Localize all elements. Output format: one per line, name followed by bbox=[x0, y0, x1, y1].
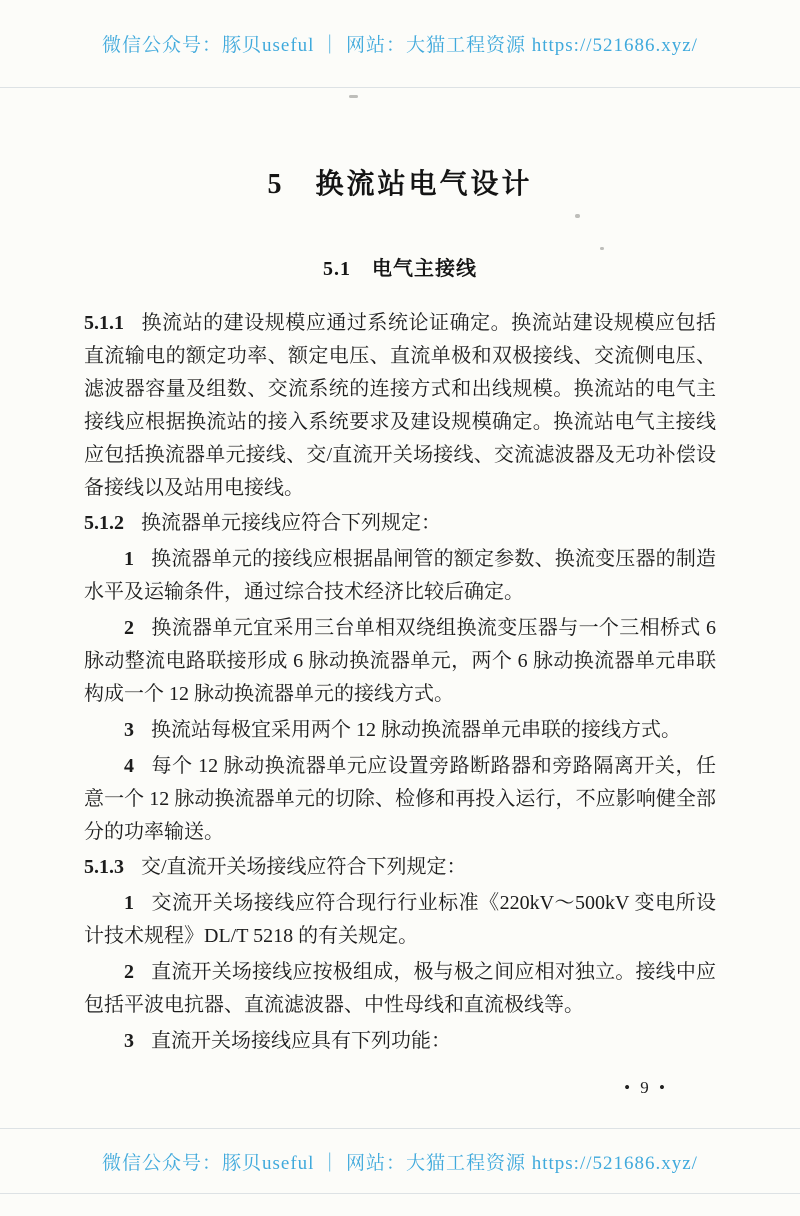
item-number: 1 bbox=[124, 548, 134, 570]
item-text: 每个 12 脉动换流器单元应设置旁路断路器和旁路隔离开关，任意一个 12 脉动换流器单元的切除、检修和再投入运行，不应影响健全部分的功率输送。 bbox=[84, 755, 716, 843]
clause-text: 换流器单元接线应符合下列规定： bbox=[141, 512, 441, 534]
clause-5-1-1 bbox=[84, 307, 716, 505]
list-item-2 bbox=[84, 612, 716, 711]
item-number: 1 bbox=[124, 892, 134, 914]
clause-text: 交/直流开关场接线应符合下列规定： bbox=[141, 856, 467, 878]
clause-5-1-2 bbox=[84, 507, 716, 540]
item-number: 3 bbox=[124, 719, 134, 741]
list-item-3 bbox=[84, 714, 716, 747]
item-text: 直流开关场接线应按极组成，极与极之间应相对独立。接线中应包括平波电抗器、直流滤波器、中性母线和直流极线等。 bbox=[84, 961, 716, 1016]
clause-text: 换流站的建设规模应通过系统论证确定。换流站建设规模应包括直流输电的额定功率、额定电压、直流单极和双极接线、交流侧电压、滤波器容量及组数、交流系统的连接方式和出线规模。换流站的电气主接线应根据换流站的接入系统要求及建设规模确定。换流站电气主接线应包括换流器单元接线、交/直流开关场接线、交流滤波器及无功补偿设备接线以及站用电接线。 bbox=[84, 312, 716, 499]
item-text: 换流器单元宜采用三台单相双绕组换流变压器与一个三相桥式 6 脉动整流电路联接形成 6 脉动换流器单元，两个 6 脉动换流器单元串联构成一个 12 脉动换流器单元的接线方式。 bbox=[84, 617, 716, 705]
clause-5-1-3 bbox=[84, 851, 716, 884]
item-number: 2 bbox=[124, 961, 134, 983]
scan-artifact bbox=[349, 95, 358, 98]
scan-artifact bbox=[600, 247, 604, 250]
item-text: 交流开关场接线应符合现行行业标准《220kV～500kV 变电所设计技术规程》DL/T 5218 的有关规定。 bbox=[84, 892, 716, 947]
list-item-3b bbox=[84, 1025, 716, 1058]
list-item-1b bbox=[84, 887, 716, 953]
item-text: 换流站每极宜采用两个 12 脉动换流器单元串联的接线方式。 bbox=[151, 719, 681, 741]
item-text: 直流开关场接线应具有下列功能： bbox=[151, 1030, 451, 1052]
watermark-top-text: 微信公众号：豚贝useful ｜ 网站：大猫工程资源 https://521686.xyz/ bbox=[102, 35, 698, 56]
section-title: 5.1 电气主接线 bbox=[323, 258, 477, 280]
list-item-1 bbox=[84, 543, 716, 609]
scan-artifact bbox=[641, 966, 645, 969]
list-item-4 bbox=[84, 750, 716, 849]
clause-number: 5.1.1 bbox=[84, 312, 124, 334]
item-text: 换流器单元的接线应根据晶闸管的额定参数、换流变压器的制造水平及运输条件，通过综合技术经济比较后确定。 bbox=[84, 548, 716, 603]
item-number: 4 bbox=[124, 755, 134, 777]
scan-artifact bbox=[575, 214, 580, 218]
page-content bbox=[84, 88, 716, 1058]
item-number: 3 bbox=[124, 1030, 134, 1052]
page-number: • 9 • bbox=[624, 1078, 668, 1097]
chapter-title: 5 换流站电气设计 bbox=[267, 169, 533, 200]
clause-number: 5.1.3 bbox=[84, 856, 124, 878]
clause-number: 5.1.2 bbox=[84, 512, 124, 534]
list-item-2b bbox=[84, 956, 716, 1022]
watermark-band-bottom bbox=[0, 1128, 800, 1194]
watermark-band-top bbox=[0, 0, 800, 88]
watermark-bottom-text: 微信公众号：豚贝useful ｜ 网站：大猫工程资源 https://521686.xyz/ bbox=[102, 1152, 698, 1174]
item-number: 2 bbox=[124, 617, 134, 639]
body-text bbox=[84, 307, 716, 1058]
